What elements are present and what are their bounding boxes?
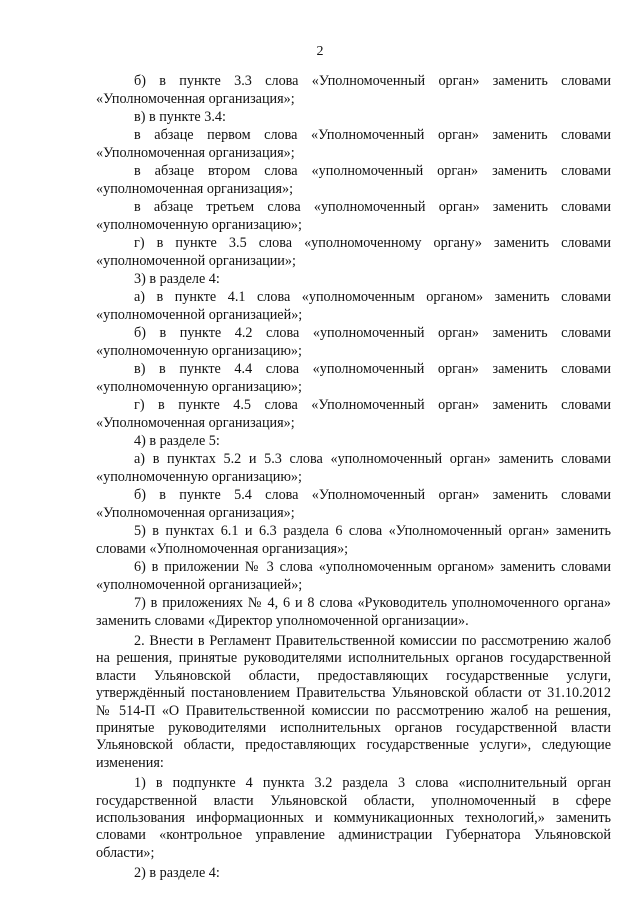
paragraph: 1) в подпункте 4 пункта 3.2 раздела 3 слова «исполнительный орган государственной власти Ульяновской области, уполномоченный в сфере использования информационных и коммуникационных технологий,» заменить словами «контрольное управление администрации Губернатора Ульяновской области»; bbox=[96, 775, 611, 861]
paragraph: 4) в разделе 5: bbox=[134, 433, 220, 449]
page-number: 2 bbox=[316, 44, 324, 59]
paragraph: 5) в пунктах 6.1 и 6.3 раздела 6 слова «Уполномоченный орган» заменить словами «Уполномоченная организация»; bbox=[96, 523, 611, 557]
paragraph: а) в пункте 4.1 слова «уполномоченным органом» заменить словами «уполномоченной организацией»; bbox=[96, 289, 611, 323]
paragraph: 2. Внести в Регламент Правительственной комиссии по рассмотрению жалоб на решения, принятые руководителями исполнительных органов государственной власти Ульяновской области, предоставляющих государственные услуги, утверждённый постановлением Правительства Ульяновской области от 31.10.2012 № 514-П «О Правительственной комиссии по рассмотрению жалоб на решения, принятые руководителями исполнительных органов государственной власти Ульяновской области, предоставляющих государственные услуги», следующие изменения: bbox=[96, 633, 611, 771]
paragraph: г) в пункте 4.5 слова «Уполномоченный орган» заменить словами «Уполномоченная организация»; bbox=[96, 397, 611, 431]
paragraph: в абзаце третьем слова «уполномоченный орган» заменить словами «уполномоченную организацию»; bbox=[96, 199, 611, 233]
paragraph: а) в пунктах 5.2 и 5.3 слова «уполномоченный орган» заменить словами «уполномоченную организацию»; bbox=[96, 451, 611, 485]
paragraph: г) в пункте 3.5 слова «уполномоченному органу» заменить словами «уполномоченной организации»; bbox=[96, 235, 611, 269]
paragraph: 7) в приложениях № 4, 6 и 8 слова «Руководитель уполномоченного органа» заменить словами «Директор уполномоченной организации». bbox=[96, 595, 611, 629]
paragraph: б) в пункте 5.4 слова «Уполномоченный орган» заменить словами «Уполномоченная организация»; bbox=[96, 487, 611, 521]
paragraph: в) в пункте 4.4 слова «уполномоченный орган» заменить словами «уполномоченную организацию»; bbox=[96, 361, 611, 395]
paragraph: в) в пункте 3.4: bbox=[134, 109, 226, 125]
paragraph: в абзаце втором слова «уполномоченный орган» заменить словами «уполномоченная организация»; bbox=[96, 163, 611, 197]
document-body bbox=[96, 72, 611, 883]
paragraph: 3) в разделе 4: bbox=[134, 271, 220, 287]
paragraph: 6) в приложении № 3 слова «уполномоченным органом» заменить словами «уполномоченной организацией»; bbox=[96, 559, 611, 593]
paragraph: б) в пункте 3.3 слова «Уполномоченный орган» заменить словами «Уполномоченная организация»; bbox=[96, 73, 611, 107]
paragraph: 2) в разделе 4: bbox=[134, 865, 220, 882]
paragraph: в абзаце первом слова «Уполномоченный орган» заменить словами «Уполномоченная организация»; bbox=[96, 127, 611, 161]
paragraph: б) в пункте 4.2 слова «уполномоченный орган» заменить словами «уполномоченную организацию»; bbox=[96, 325, 611, 359]
